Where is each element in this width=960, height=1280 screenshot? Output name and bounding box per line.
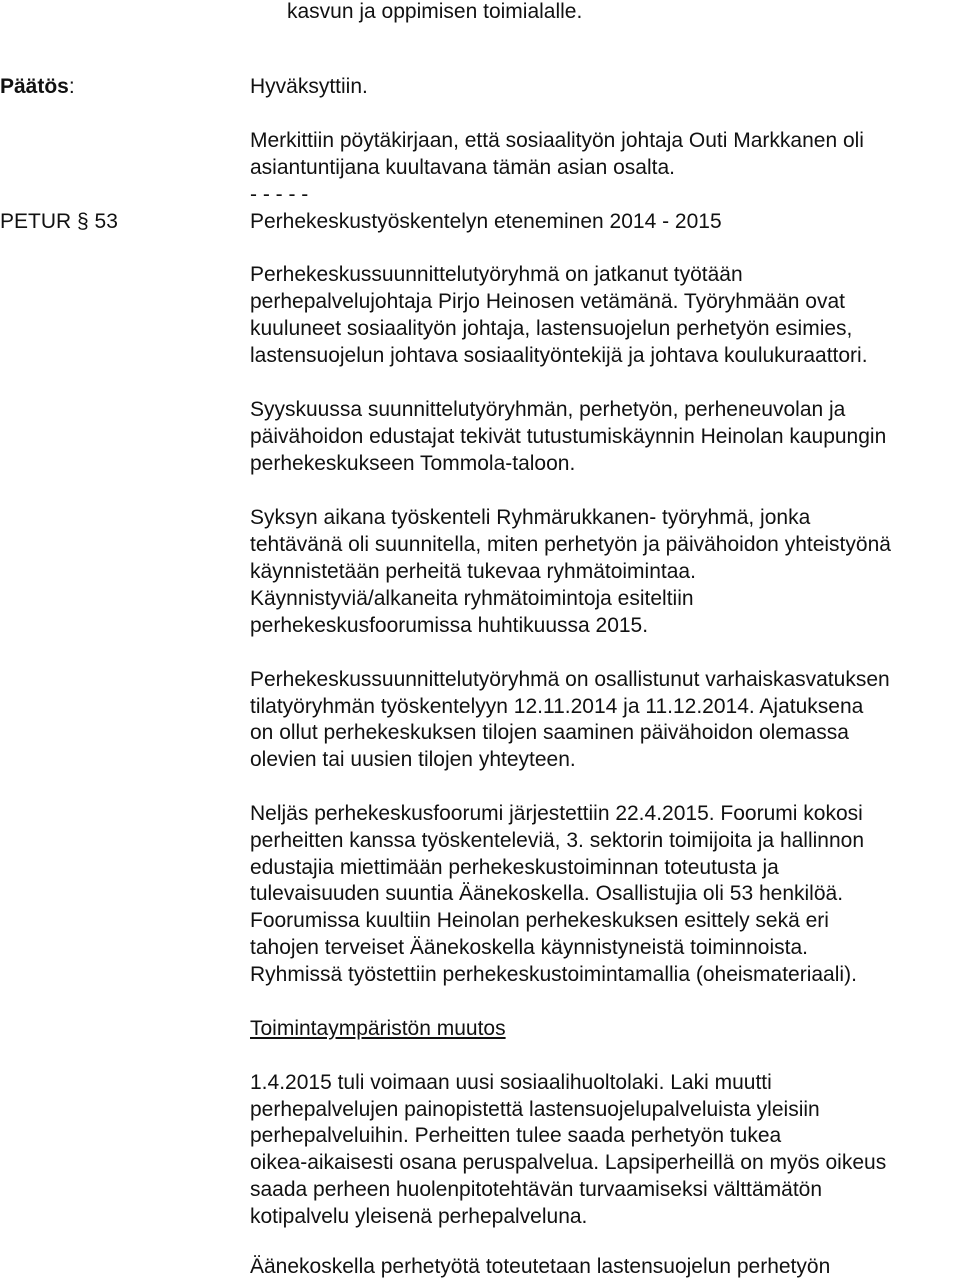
paragraph-line: kotipalvelu yleisenä perhepalveluna. <box>250 1205 588 1228</box>
paragraph-line: Syksyn aikana työskenteli Ryhmärukkanen- työryhmä, jonka <box>250 506 811 529</box>
paragraph-line: tulevaisuuden suuntia Äänekoskella. Osallistujia oli 53 henkilöä. <box>250 882 844 905</box>
paragraph-line: 1.4.2015 tuli voimaan uusi sosiaalihuoltolaki. Laki muutti <box>250 1071 772 1094</box>
paragraph-line: tehtävänä oli suunnitella, miten perhetyön ja päivähoidon yhteistyönä <box>250 533 891 556</box>
paragraph-line: päivähoidon edustajat tekivät tutustumiskäynnin Heinolan kaupungin <box>250 425 887 448</box>
section-title: Perhekeskustyöskentelyn eteneminen 2014 - 2015 <box>250 210 722 233</box>
paragraph-line: perhepalveluihin. Perheitten tulee saada perhetyön tukea <box>250 1124 782 1147</box>
paragraph-line: perhepalvelujohtaja Pirjo Heinosen vetämänä. Työryhmään ovat <box>250 290 845 313</box>
paragraph-line: tahojen terveiset Äänekoskella käynnistyneistä toiminnoista. <box>250 936 808 959</box>
subheading: Toimintaympäristön muutos <box>250 1017 506 1040</box>
paragraph-line: edustajia miettimään perhekeskustoiminnan toteutusta ja <box>250 856 779 879</box>
paragraph-line: Käynnistyviä/alkaneita ryhmätoimintoja esiteltiin <box>250 587 694 610</box>
section-id: PETUR § 53 <box>0 210 118 233</box>
paragraph-line: Äänekoskella perhetyötä toteutetaan lastensuojelun perhetyön <box>250 1255 831 1278</box>
paragraph-line: kuuluneet sosiaalityön johtaja, lastensuojelun perhetyön esimies, <box>250 317 853 340</box>
paragraph-line: tilatyöryhmän työskentelyyn 12.11.2014 ja 11.12.2014. Ajatuksena <box>250 695 864 718</box>
paragraph-line: lastensuojelun johtava sosiaalityöntekijä ja johtava koulukuraattori. <box>250 344 868 367</box>
paragraph-line: olevien tai uusien tilojen yhteyteen. <box>250 748 576 771</box>
paragraph-line: Neljäs perhekeskusfoorumi järjestettiin 22.4.2015. Foorumi kokosi <box>250 802 863 825</box>
paragraph-line: Perhekeskussuunnittelutyöryhmä on osallistunut varhaiskasvatuksen <box>250 668 890 691</box>
paragraph-line: Ryhmissä työstettiin perhekeskustoimintamallia (oheismateriaali). <box>250 963 857 986</box>
paragraph-line: perhepalvelujen painopistettä lastensuojelupalveluista yleisiin <box>250 1098 820 1121</box>
paragraph-line: Syyskuussa suunnittelutyöryhmän, perhetyön, perheneuvolan ja <box>250 398 846 421</box>
decision-text: Hyväksyttiin. <box>250 75 368 98</box>
paragraph-line: perhekeskusfoorumissa huhtikuussa 2015. <box>250 614 649 637</box>
paragraph-line: saada perheen huolenpitotehtävän turvaamiseksi välttämätön <box>250 1178 823 1201</box>
intro-line: kasvun ja oppimisen toimialalle. <box>287 0 583 23</box>
decision-label: Päätös: <box>0 75 75 98</box>
paragraph-line: perheitten kanssa työskenteleviä, 3. sektorin toimijoita ja hallinnon <box>250 829 865 852</box>
note-line: Merkittiin pöytäkirjaan, että sosiaalityön johtaja Outi Markkanen oli <box>250 129 864 152</box>
separator: - - - - - <box>250 183 309 206</box>
paragraph-line: Perhekeskussuunnittelutyöryhmä on jatkanut työtään <box>250 263 743 286</box>
paragraph-line: käynnistetään perheitä tukevaa ryhmätoimintaa. <box>250 560 696 583</box>
note-line: asiantuntijana kuultavana tämän asian osalta. <box>250 156 675 179</box>
paragraph-line: on ollut perhekeskuksen tilojen saaminen päivähoidon olemassa <box>250 721 849 744</box>
paragraph-line: Foorumissa kuultiin Heinolan perhekeskuksen esittely sekä eri <box>250 909 829 932</box>
paragraph-line: oikea-aikaisesti osana peruspalvelua. Lapsiperheillä on myös oikeus <box>250 1151 887 1174</box>
paragraph-line: perhekeskukseen Tommola-taloon. <box>250 452 576 475</box>
